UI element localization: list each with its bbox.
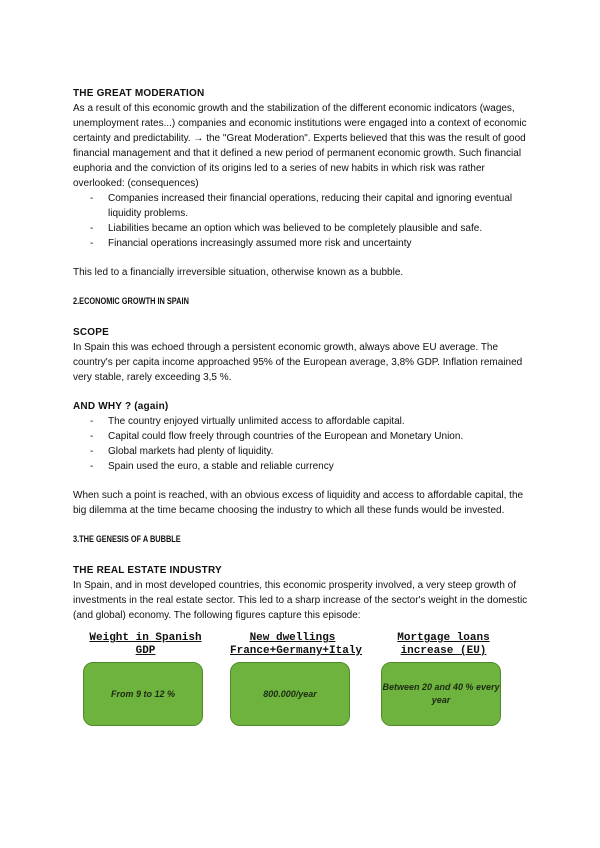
liquidity-conclusion: When such a point is reached, with an obvious excess of liquidity and access to affordable capital, the big dilemma at the time became choosing the industry to which all these funds would be invested. xyxy=(73,490,524,516)
figures-row xyxy=(83,632,523,732)
why-list xyxy=(73,414,533,474)
why-heading: AND WHY ? (again) xyxy=(73,401,169,412)
list-item: - Companies increased their financial operations, reducing their capital and ignoring eventual liquidity problems. xyxy=(73,191,533,221)
real-estate-heading: THE REAL ESTATE INDUSTRY xyxy=(73,565,222,576)
great-moderation-paragraph: As a result of this economic growth and the stabilization of the different economic indicators (wages, unemployment rates...) companies and economic institutions were engaged into a context of economic certainty and predictability. → the "Great Moderation". Experts believed that this was the result of good financial management and that it defined a new period of permanent economic growth. Such financial euphoria and the conviction of its origins led to a series of new habits in which risk was rather overlooked: (consequences) xyxy=(73,103,527,189)
document-body xyxy=(73,86,533,623)
figure-title: New dwellings France+Germany+Italy xyxy=(230,632,363,657)
list-item: - Capital could flow freely through countries of the European and Monetary Union. xyxy=(73,429,533,444)
figure-mortgage-loans xyxy=(381,632,506,705)
figure-value-box: 800.000/year xyxy=(230,662,350,726)
figure-value-box: From 9 to 12 % xyxy=(83,662,203,726)
scope-heading: SCOPE xyxy=(73,327,110,338)
list-item: - Liabilities became an option which was believed to be completely plausible and safe. xyxy=(73,221,533,236)
section-heading-great-moderation: THE GREAT MODERATION xyxy=(73,88,205,99)
figure-value-box: Between 20 and 40 % every year xyxy=(381,662,501,726)
list-item: - Spain used the euro, a stable and reliable currency xyxy=(73,459,533,474)
scope-paragraph: In Spain this was echoed through a persistent economic growth, always above EU average. The country's per capita income approached 95% of the European average, 3,8% GDP. Inflation remained very stable, rarely exceeding 3,5 %. xyxy=(73,342,523,383)
consequences-list xyxy=(73,191,533,251)
bubble-conclusion: This led to a financially irreversible situation, otherwise known as a bubble. xyxy=(73,267,404,278)
figure-new-dwellings xyxy=(230,632,363,699)
figure-gdp-weight xyxy=(83,632,208,699)
list-item: - Global markets had plenty of liquidity. xyxy=(73,444,533,459)
figure-title: Mortgage loans increase (EU) xyxy=(397,632,490,657)
real-estate-paragraph: In Spain, and in most developed countries, this economic prosperity involved, a very steep growth of investments in the real estate sector. This led to a sharp increase of the sector's weight in the domestic (and global) economy. The following figures capture this episode: xyxy=(73,580,528,621)
section-heading-genesis-bubble: 3.THE GENESIS OF A BUBBLE xyxy=(73,534,181,544)
list-item: - Financial operations increasingly assumed more risk and uncertainty xyxy=(73,236,533,251)
section-heading-economic-growth-spain: 2.ECONOMIC GROWTH IN SPAIN xyxy=(73,296,189,306)
list-item: - The country enjoyed virtually unlimited access to affordable capital. xyxy=(73,414,533,429)
figure-title: Weight in Spanish GDP xyxy=(89,632,202,657)
